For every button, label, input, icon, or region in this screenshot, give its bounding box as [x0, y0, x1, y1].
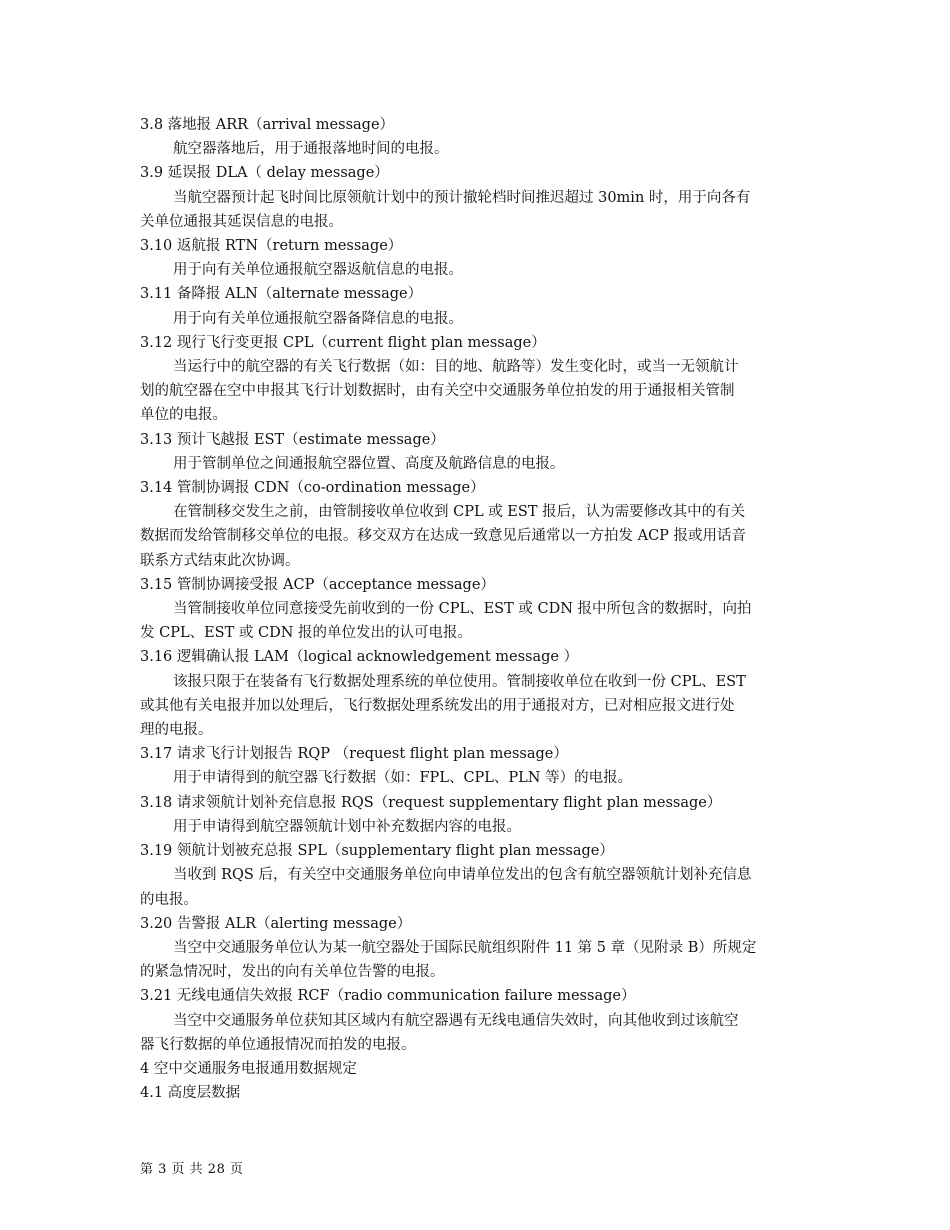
- paragraph-line: 发 CPL、EST 或 CDN 报的单位发出的认可电报。: [140, 625, 473, 642]
- section: [140, 791, 812, 839]
- paragraph-line: 当运行中的航空器的有关飞行数据（如：目的地、航路等）发生变化时，或当一无领航计: [173, 359, 739, 376]
- section-paragraph: [140, 355, 812, 428]
- paragraph-line: 的紧急情况时，发出的向有关单位告警的电报。: [140, 964, 445, 981]
- section-heading: 3.21 无线电通信失效报 RCF（radio communication failure message）: [140, 988, 636, 1005]
- section-paragraph: [140, 452, 812, 476]
- section-heading: 3.17 请求飞行计划报告 RQP （request flight plan message）: [140, 746, 568, 763]
- section: [140, 282, 812, 330]
- paragraph-line: 该报只限于在装备有飞行数据处理系统的单位使用。管制接收单位在收到一份 CPL、EST: [173, 673, 746, 690]
- paragraph-line: 关单位通报其延误信息的电报。: [140, 213, 343, 230]
- section: [140, 476, 812, 573]
- section: [140, 912, 812, 985]
- paragraph-line: 划的航空器在空中申报其飞行计划数据时，由有关空中交通服务单位拍发的用于通报相关管制: [140, 383, 735, 400]
- section: [140, 331, 812, 428]
- page-footer: 第 3 页 共 28 页: [140, 1162, 244, 1177]
- section: [140, 742, 812, 790]
- section-heading: 3.9 延误报 DLA（ delay message）: [140, 165, 389, 182]
- paragraph-line: 航空器落地后，用于通报落地时间的电报。: [173, 141, 449, 158]
- section-paragraph: [140, 500, 812, 573]
- section: [140, 234, 812, 282]
- paragraph-line: 当航空器预计起飞时间比原领航计划中的预计撤轮档时间推迟超过 30min 时，用于向各有: [173, 189, 751, 206]
- paragraph-line: 用于申请得到的航空器飞行数据（如：FPL、CPL、PLN 等）的电报。: [173, 770, 633, 787]
- paragraph-line: 数据而发给管制移交单位的电报。移交双方在达成一致意见后通常以一方拍发 ACP 报或用话音: [140, 528, 747, 545]
- paragraph-line: 当空中交通服务单位获知其区域内有航空器遇有无线电通信失效时，向其他收到过该航空: [173, 1012, 739, 1029]
- section: [140, 645, 812, 742]
- paragraph-line: 或其他有关电报并加以处理后，飞行数据处理系统发出的用于通报对方，已对相应报文进行处: [140, 697, 735, 714]
- section-paragraph: [140, 307, 812, 331]
- section-heading: 3.11 备降报 ALN（alternate message）: [140, 286, 423, 303]
- section-paragraph: [140, 936, 812, 984]
- paragraph-line: 单位的电报。: [140, 407, 227, 424]
- section-paragraph: [140, 258, 812, 282]
- section-heading: 3.10 返航报 RTN（return message）: [140, 238, 403, 255]
- paragraph-line: 当收到 RQS 后，有关空中交通服务单位向申请单位发出的包含有航空器领航计划补充信息: [173, 867, 752, 884]
- section: [140, 1057, 812, 1081]
- section-paragraph: [140, 597, 812, 645]
- paragraph-line: 器飞行数据的单位通报情况而拍发的电报。: [140, 1036, 416, 1053]
- paragraph-line: 用于管制单位之间通报航空器位置、高度及航路信息的电报。: [173, 455, 565, 472]
- section-heading: 3.8 落地报 ARR（arrival message）: [140, 117, 395, 133]
- section: [140, 1081, 812, 1105]
- paragraph-line: 用于申请得到航空器领航计划中补充数据内容的电报。: [173, 818, 521, 835]
- section: [140, 839, 812, 912]
- section-paragraph: [140, 766, 812, 790]
- section-heading: 3.14 管制协调报 CDN（co-ordination message）: [140, 480, 485, 497]
- section: [140, 161, 812, 234]
- section-paragraph: [140, 863, 812, 911]
- paragraph-line: 的电报。: [140, 891, 198, 908]
- section-heading: 3.20 告警报 ALR（alerting message）: [140, 915, 412, 932]
- section-heading: 4 空中交通服务电报通用数据规定: [140, 1060, 357, 1077]
- section-paragraph: [140, 815, 812, 839]
- section-paragraph: [140, 137, 812, 161]
- section-heading: 3.16 逻辑确认报 LAM（logical acknowledgement message ）: [140, 649, 579, 666]
- section-heading: 4.1 高度层数据: [140, 1085, 241, 1102]
- paragraph-line: 联系方式结束此次协调。: [140, 552, 300, 569]
- section-heading: 3.19 领航计划被充总报 SPL（supplementary flight plan message）: [140, 843, 614, 860]
- paragraph-line: 当管制接收单位同意接受先前收到的一份 CPL、EST 或 CDN 报中所包含的数据时，向拍: [173, 601, 752, 618]
- section-heading: 3.13 预计飞越报 EST（estimate message）: [140, 431, 445, 448]
- paragraph-line: 理的电报。: [140, 722, 213, 739]
- section: [140, 428, 812, 476]
- section-heading: 3.18 请求领航计划补充信息报 RQS（request supplementary flight plan message）: [140, 794, 722, 811]
- paragraph-line: 用于向有关单位通报航空器返航信息的电报。: [173, 262, 463, 279]
- section: [140, 573, 812, 646]
- section: [140, 113, 812, 161]
- paragraph-line: 在管制移交发生之前，由管制接收单位收到 CPL 或 EST 报后，认为需要修改其中的有关: [173, 504, 746, 521]
- section-paragraph: [140, 670, 812, 743]
- paragraph-line: 用于向有关单位通报航空器备降信息的电报。: [173, 310, 463, 327]
- section: [140, 984, 812, 1057]
- section-heading: 3.12 现行飞行变更报 CPL（current flight plan message）: [140, 334, 546, 351]
- section-paragraph: [140, 186, 812, 234]
- section-heading: 3.15 管制协调接受报 ACP（acceptance message）: [140, 576, 495, 593]
- section-paragraph: [140, 1009, 812, 1057]
- paragraph-line: 当空中交通服务单位认为某一航空器处于国际民航组织附件 11 第 5 章（见附录 B）所规定: [173, 939, 757, 956]
- document-body: [140, 113, 812, 1105]
